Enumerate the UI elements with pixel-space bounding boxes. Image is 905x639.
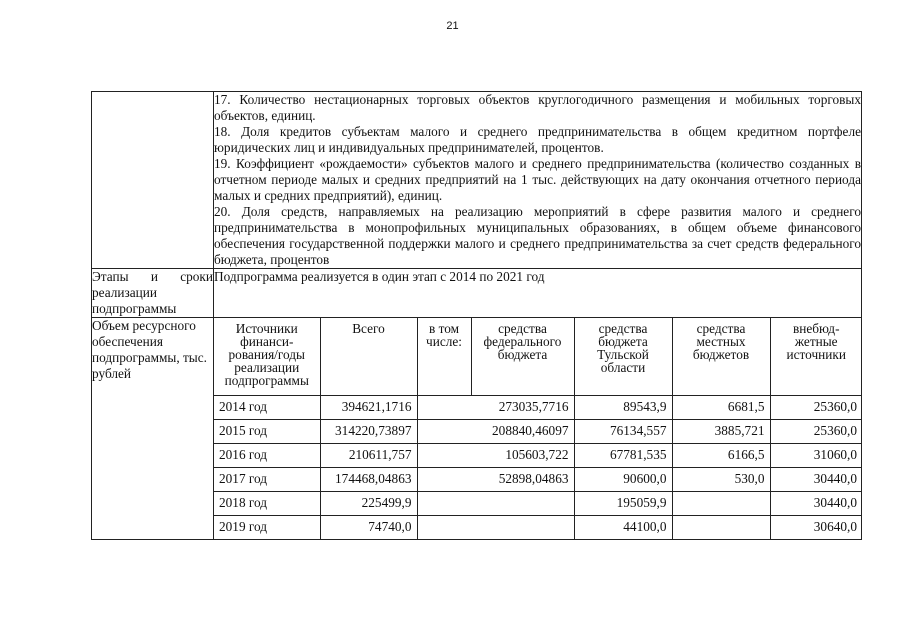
header-source: Источники финанси-рования/годы реализации подпрограммы — [214, 318, 320, 395]
total-cell: 74740,0 — [320, 515, 417, 539]
indicator-item: 17. Количество нестационарных торговых объектов круглогодичного размещения и мобильных торговых объектов, единиц. — [214, 92, 861, 123]
local-cell: 3885,721 — [672, 419, 770, 443]
table-row — [214, 395, 862, 419]
total-cell: 225499,9 — [320, 491, 417, 515]
table-row — [214, 515, 862, 539]
header-total: Всего — [320, 318, 417, 395]
table-row — [214, 443, 862, 467]
year-cell: 2017 год — [214, 467, 320, 491]
indicator-item: 18. Доля кредитов субъектам малого и среднего предпринимательства в общем кредитном портфеле юридических лиц и индивидуальных предпринимателей, процентов. — [214, 124, 861, 155]
table-row — [214, 419, 862, 443]
header-local: средства местных бюджетов — [672, 318, 770, 395]
offbudget-cell: 31060,0 — [770, 443, 862, 467]
local-cell: 6681,5 — [672, 395, 770, 419]
year-cell: 2014 год — [214, 395, 320, 419]
offbudget-cell: 25360,0 — [770, 419, 862, 443]
resources-table — [214, 318, 862, 539]
resources-row — [92, 318, 862, 540]
indicators-row — [92, 92, 862, 269]
federal-cell: 208840,46097 — [417, 419, 574, 443]
header-regional: средства бюджета Тульской области — [574, 318, 672, 395]
indicators-label-cell — [92, 92, 214, 269]
indicators-cell — [214, 92, 862, 269]
year-cell: 2019 год — [214, 515, 320, 539]
resources-label: Объем ресурсного обеспечения подпрограммы, тыс. рублей — [92, 318, 214, 540]
total-cell: 210611,757 — [320, 443, 417, 467]
table-row — [214, 467, 862, 491]
local-cell — [672, 515, 770, 539]
stages-row — [92, 269, 862, 318]
offbudget-cell: 30640,0 — [770, 515, 862, 539]
federal-cell: 273035,7716 — [417, 395, 574, 419]
year-cell: 2015 год — [214, 419, 320, 443]
offbudget-cell: 30440,0 — [770, 491, 862, 515]
regional-cell: 89543,9 — [574, 395, 672, 419]
local-cell: 530,0 — [672, 467, 770, 491]
header-including: в том числе: — [417, 318, 471, 395]
total-cell: 394621,1716 — [320, 395, 417, 419]
indicator-item: 20. Доля средств, направляемых на реализацию мероприятий в сфере развития малого и среднего предпринимательства в монопрофильных муниципальных образованиях, в общем объеме финансового обеспечения государственной поддержки малого и среднего предпринимательства за счет средств федерального бюджета, процентов — [214, 204, 861, 267]
federal-cell: 52898,04863 — [417, 467, 574, 491]
offbudget-cell: 25360,0 — [770, 395, 862, 419]
regional-cell: 195059,9 — [574, 491, 672, 515]
header-offbudget: внебюд-жетные источники — [770, 318, 862, 395]
regional-cell: 67781,535 — [574, 443, 672, 467]
year-cell: 2018 год — [214, 491, 320, 515]
passport-table — [91, 91, 862, 540]
local-cell — [672, 491, 770, 515]
indicator-item: 19. Коэффициент «рождаемости» субъектов малого и среднего предпринимательства (количество созданных в отчетном периоде малых и средних предприятий на 1 тыс. действующих на дату окончания отчетного периода малых и средних предприятий), единиц. — [214, 156, 861, 203]
regional-cell: 90600,0 — [574, 467, 672, 491]
federal-cell — [417, 515, 574, 539]
resources-header-row — [214, 318, 862, 395]
federal-cell — [417, 491, 574, 515]
regional-cell: 76134,557 — [574, 419, 672, 443]
resources-cell — [214, 318, 862, 540]
stages-value: Подпрограмма реализуется в один этап с 2014 по 2021 год — [214, 269, 862, 318]
page-number: 21 — [446, 20, 459, 32]
regional-cell: 44100,0 — [574, 515, 672, 539]
table-row — [214, 491, 862, 515]
offbudget-cell: 30440,0 — [770, 467, 862, 491]
total-cell: 314220,73897 — [320, 419, 417, 443]
header-federal: средства федерального бюджета — [471, 318, 574, 395]
total-cell: 174468,04863 — [320, 467, 417, 491]
stages-label: Этапы и сроки реализации подпрограммы — [92, 269, 213, 316]
local-cell: 6166,5 — [672, 443, 770, 467]
federal-cell: 105603,722 — [417, 443, 574, 467]
year-cell: 2016 год — [214, 443, 320, 467]
